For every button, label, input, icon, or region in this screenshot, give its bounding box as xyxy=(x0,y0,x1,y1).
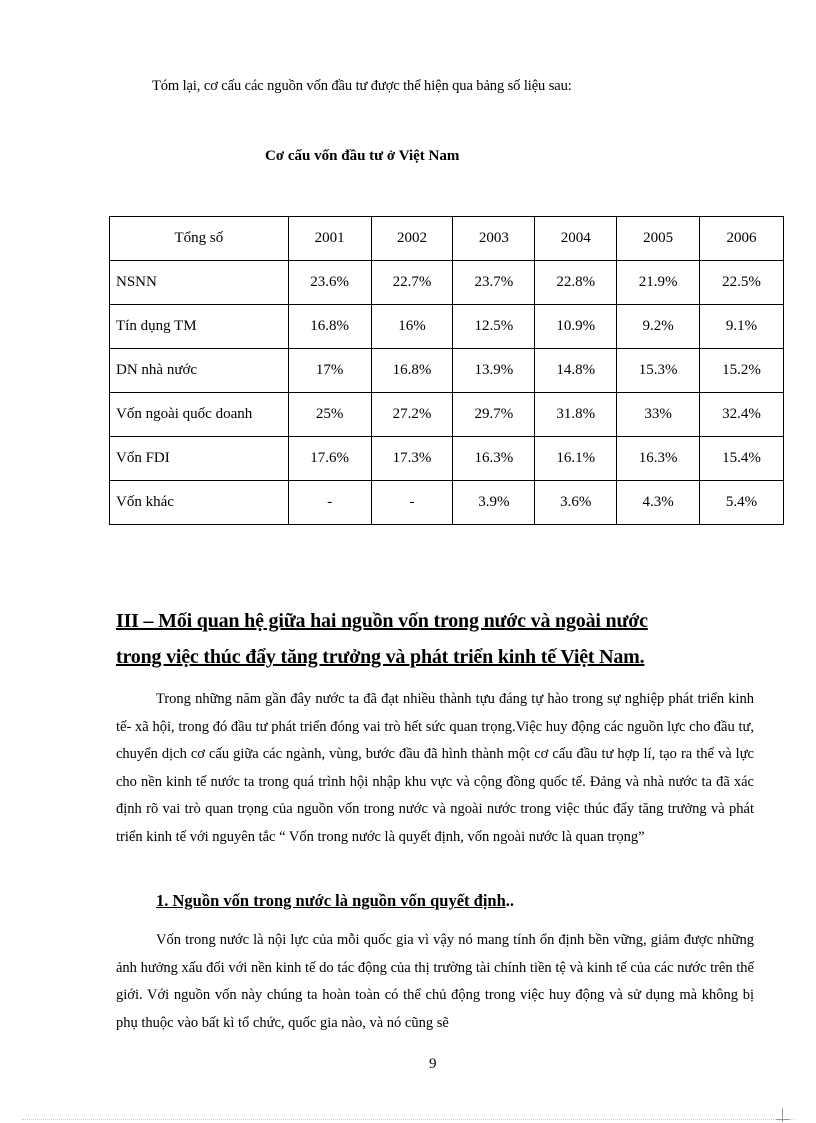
table-row-label: Tổng số xyxy=(110,217,289,261)
table-row-label: Tín dụng TM xyxy=(110,305,289,349)
table-cell: 3.9% xyxy=(453,481,535,525)
table-cell: 10.9% xyxy=(535,305,617,349)
table-cell: 16.8% xyxy=(288,305,371,349)
table-row-label: NSNN xyxy=(110,261,289,305)
table-cell: 2004 xyxy=(535,217,617,261)
table-cell: - xyxy=(288,481,371,525)
table-cell: 15.3% xyxy=(617,349,700,393)
page-bottom-guide xyxy=(22,1119,794,1120)
table-row-label: Vốn khác xyxy=(110,481,289,525)
table-cell: 16% xyxy=(371,305,453,349)
table-cell: 9.1% xyxy=(700,305,784,349)
table-cell: 33% xyxy=(617,393,700,437)
table-row xyxy=(110,393,784,437)
table-cell: 14.8% xyxy=(535,349,617,393)
table-cell: 22.7% xyxy=(371,261,453,305)
table-cell: 17.6% xyxy=(288,437,371,481)
table-cell: 2005 xyxy=(617,217,700,261)
table-row-label: DN nhà nước xyxy=(110,349,289,393)
page-number: 9 xyxy=(429,1056,437,1072)
table-header-row xyxy=(110,217,784,261)
table-row-label: Vốn ngoài quốc doanh xyxy=(110,393,289,437)
table-cell: 13.9% xyxy=(453,349,535,393)
paragraph-1: Trong những năm gần đây nước ta đã đạt nhiều thành tựu đáng tự hào trong sự nghiệp phát triển kinh tế- xã hội, trong đó đầu tư phát triển đóng vai trò hết sức quan trọng.Việc huy động các nguồn lực cho đầu tư, chuyển dịch cơ cấu giữa các ngành, vùng, bước đầu đã hình thành một cơ cấu đầu tư hợp lí, tạo ra thế và lực cho nền kinh tế nước ta trong quá trình hội nhập khu vực và cộng đồng quốc tế. Đảng và nhà nước ta đã xác định rõ vai trò quan trọng của nguồn vốn trong nước và ngoài nước trong việc thúc đẩy tăng trưởng và phát triển kinh tế với nguyên tắc “ Vốn trong nước là quyết định, vốn ngoài nước là quan trọng” xyxy=(116,691,754,845)
table-cell: 22.8% xyxy=(535,261,617,305)
section-heading-line-1: III – Mối quan hệ giữa hai nguồn vốn trong nước và ngoài nước xyxy=(116,610,648,632)
table-cell: - xyxy=(371,481,453,525)
table-row xyxy=(110,261,784,305)
intro-text: Tóm lại, cơ cấu các nguồn vốn đầu tư được thể hiện qua bảng số liệu sau: xyxy=(152,78,572,94)
table-row-label: Vốn FDI xyxy=(110,437,289,481)
table-cell: 31.8% xyxy=(535,393,617,437)
table-cell: 12.5% xyxy=(453,305,535,349)
table-cell: 29.7% xyxy=(453,393,535,437)
table-cell: 2003 xyxy=(453,217,535,261)
table-cell: 4.3% xyxy=(617,481,700,525)
table-row xyxy=(110,305,784,349)
table-cell: 23.6% xyxy=(288,261,371,305)
table-title: Cơ cấu vốn đầu tư ở Việt Nam xyxy=(265,148,460,164)
crop-mark xyxy=(776,1108,790,1122)
table-cell: 23.7% xyxy=(453,261,535,305)
table-cell: 15.2% xyxy=(700,349,784,393)
table-cell: 16.3% xyxy=(617,437,700,481)
table-row xyxy=(110,349,784,393)
table-cell: 2001 xyxy=(288,217,371,261)
table-cell: 16.8% xyxy=(371,349,453,393)
table-row xyxy=(110,481,784,525)
table-cell: 16.3% xyxy=(453,437,535,481)
table-cell: 22.5% xyxy=(700,261,784,305)
table-cell: 32.4% xyxy=(700,393,784,437)
section-heading-line-2: trong việc thúc đẩy tăng trưởng và phát triển kinh tế Việt Nam. xyxy=(116,646,645,668)
table-cell: 9.2% xyxy=(617,305,700,349)
table-cell: 17.3% xyxy=(371,437,453,481)
subheading-trailing: .. xyxy=(505,891,515,910)
subheading xyxy=(156,891,514,911)
table-cell: 2002 xyxy=(371,217,453,261)
table-row xyxy=(110,437,784,481)
table-cell: 27.2% xyxy=(371,393,453,437)
subheading-text: 1. Nguồn vốn trong nước là nguồn vốn quyết định xyxy=(156,891,506,910)
paragraph-2: Vốn trong nước là nội lực của mỗi quốc gia vì vậy nó mang tính ổn định bền vững, giảm được những ảnh hưởng xấu đối với nền kinh tế do tác động của thị trường tài chính tiền tệ và kinh tế của các nước trên thế giới. Với nguồn vốn này chúng ta hoàn toàn có thể chủ động trong việc huy động và sử dụng mà không bị phụ thuộc vào bất kì tổ chức, quốc gia nào, và nó cũng sẽ xyxy=(116,932,754,1031)
table-cell: 21.9% xyxy=(617,261,700,305)
table-cell: 2006 xyxy=(700,217,784,261)
table-cell: 16.1% xyxy=(535,437,617,481)
table-cell: 5.4% xyxy=(700,481,784,525)
table-cell: 15.4% xyxy=(700,437,784,481)
table-cell: 17% xyxy=(288,349,371,393)
table-cell: 25% xyxy=(288,393,371,437)
table-cell: 3.6% xyxy=(535,481,617,525)
investment-structure-table xyxy=(109,216,784,525)
